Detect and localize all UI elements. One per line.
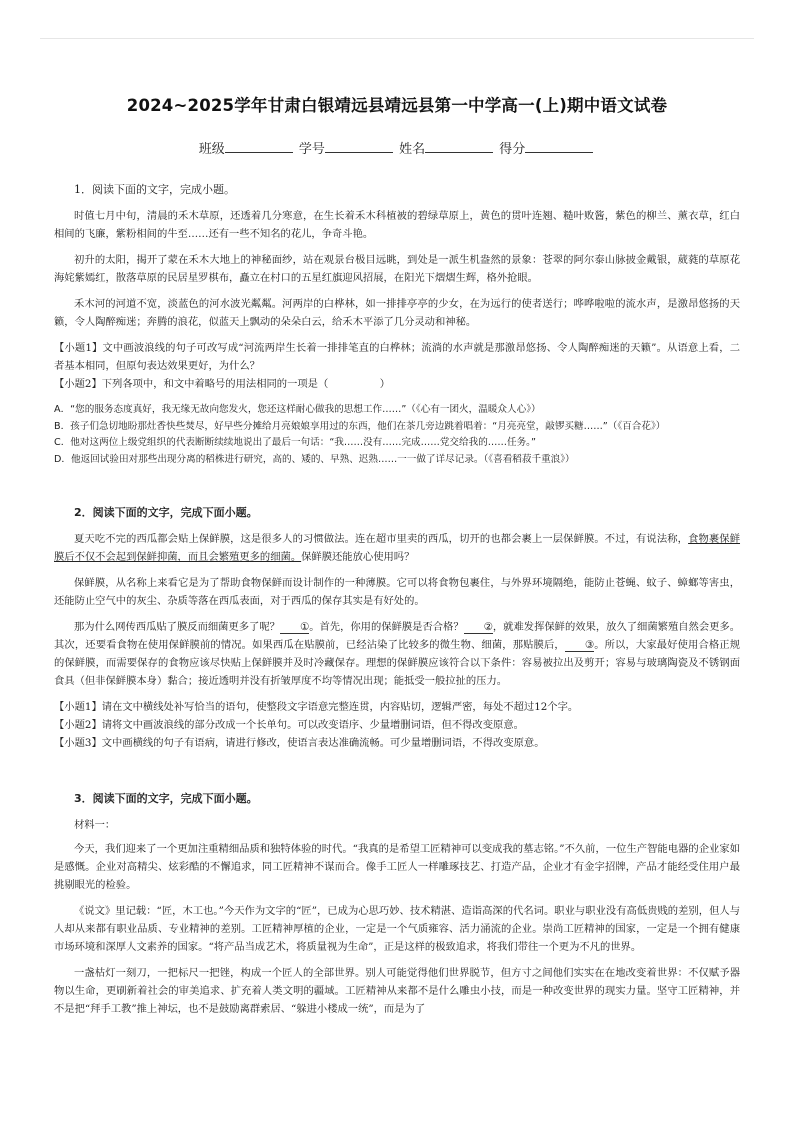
question-2	[54, 504, 740, 752]
name-blank[interactable]	[425, 140, 493, 153]
q2-subquestion-1: 【小题1】请在文中横线处补写恰当的语句，使整段文字语意完整连贯，内容贴切，逻辑严密，每处不超过12个字。	[54, 701, 579, 713]
q3-paragraph-3: 一盏枯灯一刻刀，一把标尺一把锉，构成一个匠人的全部世界。别人可能觉得他们世界脱节，但方寸之间他们实实在在地改变着世界：不仅赋予器物以生命，更刷新着社会的审美追求、扩充着人类文明的疆域。工匠精神从来都不是什么雕虫小技，而是一种改变世界的现实力量。坚守工匠精神，并不是把“拜手工教”推上神坛，也不是鼓励离群索居、“躲进小楼成一统”，而是为了	[54, 967, 740, 1015]
option-b[interactable]: B．孩子们急切地盼那灶香快些焚尽，好早些分摊给月亮娘娘享用过的东西，他们在茶几旁边跳着唱着：“月亮亮堂，敲锣买糖……”（《百合花》）	[54, 420, 666, 432]
q3-paragraph-2: 《说文》里记载：“匠，木工也。”今天作为文字的“匠”，已成为心思巧妙、技术精湛、造诣高深的代名词。职业与职业没有高低贵贱的差别，但人与人却从来都有职业品质、专业精神的差别。工匠精神厚植的企业，一定是一个气质雍容、活力涌流的企业。崇尚工匠精神的国家，一定是一个拥有健康市场环境和深厚人文素养的国家。“将产品当成艺术，将质量视为生命”，正是这样的极致追求，将我们带往一个更为不凡的世界。	[54, 905, 740, 953]
option-a[interactable]: A．“您的服务态度真好，我无缘无故向您发火，您还这样耐心做我的思想工作……”（《心有一团火，温暖众人心》）	[54, 404, 541, 415]
page-title: 2024~2025学年甘肃白银靖远县靖远县第一中学高一(上)期中语文试卷	[126, 96, 668, 115]
header-rule	[40, 38, 754, 39]
material-label: 材料一：	[74, 819, 116, 831]
id-field: 学号	[299, 138, 395, 157]
class-blank[interactable]	[225, 140, 293, 153]
blank-2[interactable]: ②	[464, 621, 493, 634]
question-3	[54, 790, 740, 1018]
q2-paragraph-3: 那为什么网传西瓜贴了膜反而细菌更多了呢？ ①。首先，你用的保鲜膜是否合格？ ②，就难发挥保鲜的效果，放久了细菌繁殖自然会更多。其次，还要看食物在使用保鲜膜前的情况。如果西瓜在贴膜前，已经沾染了比较多的微生物、细菌，那贴膜后， ③。所以，大家最好使用合格正规的保鲜膜，而需要保存的食物应该尽快贴上保鲜膜并及时冷藏保存。理想的保鲜膜应该符合以下条件：容易被拉出及剪开；容易与玻璃陶瓷及不锈钢面食具（但非保鲜膜本身）黏合；接近透明并没有折皱厚度不均等情况出现；能抵受一般拉扯的压力。	[54, 621, 741, 687]
q1-paragraph-3: 禾木河的河道不宽，淡蓝色的河水波光粼粼。河两岸的白桦林，如一排排亭亭的少女，在为远行的使者送行；哗哗啦啦的流水声，是激昂悠扬的天籁，令人陶醉痴迷；奔腾的浪花，似蓝天上飘动的朵朵白云，给禾木平添了几分灵动和神秘。	[54, 298, 740, 328]
id-blank[interactable]	[325, 140, 393, 153]
name-field: 姓名	[399, 138, 495, 157]
question-3-heading: 3．阅读下面的文字，完成下面小题。	[74, 792, 258, 805]
student-info-row	[54, 138, 740, 157]
blank-3[interactable]: ③	[565, 639, 594, 652]
score-blank[interactable]	[525, 140, 593, 153]
question-1-heading: 1．阅读下面的文字，完成小题。	[74, 183, 235, 196]
question-2-heading: 2．阅读下面的文字，完成下面小题。	[74, 506, 258, 519]
q3-paragraph-1: 今天，我们迎来了一个更加注重精细品质和独特体验的时代。“我真的是希望工匠精神可以变成我的墓志铭。”不久前，一位生产智能电器的企业家如是感慨。企业对高精尖、炫彩酷的不懈追求，同工匠精神不谋而合。像手工匠人一样雕琢技艺、打造产品，企业才有金字招牌，产品才能经受住用户最挑剔眼光的检验。	[54, 843, 740, 891]
q1-subquestion-1: 【小题1】文中画波浪线的句子可改写成“河流两岸生长着一排排笔直的白桦林；流淌的水声就是那激昂悠扬、令人陶醉痴迷的天籁”。从语意上看，二者基本相同，但原句表达效果更好，为什么？	[54, 342, 740, 372]
question-1	[54, 181, 740, 468]
q2-paragraph-1: 夏天吃不完的西瓜都会贴上保鲜膜，这是很多人的习惯做法。连在超市里卖的西瓜，切开的也都会裹上一层保鲜膜。不过，有说法称，食物裹保鲜膜后不仅不会起到保鲜抑菌，而且会繁殖更多的细菌。保鲜膜还能放心使用吗？	[54, 533, 741, 563]
option-d[interactable]: D．他返回试验田对那些出现分离的稻株进行研究，高的、矮的、早熟、迟熟……一一做了详尽记录。（《喜看稻菽千重浪》）	[54, 453, 575, 465]
class-field: 班级	[199, 138, 295, 157]
blank-1[interactable]: ①	[280, 621, 309, 634]
q2-subquestion-3: 【小题3】文中画横线的句子有语病，请进行修改，使语言表达准确流畅。可少量增删词语，不得改变原意。	[54, 737, 545, 749]
q2-subquestion-2: 【小题2】请将文中画波浪线的部分改成一个长单句。可以改变语序、少量增删词语，但不得改变原意。	[54, 719, 524, 731]
q1-subquestion-2: 【小题2】下列各项中，和文中着略号的用法相同的一项是（ ）	[54, 378, 391, 390]
q2-paragraph-2: 保鲜膜，从名称上来看它是为了帮助食物保鲜而设计制作的一种薄膜。它可以将食物包裹住，与外界环境隔绝，能防止苍蝇、蚊子、蟑螂等害虫，还能防止空气中的灰尘、杂质等落在西瓜表面，对于西瓜的保存其实是有好处的。	[54, 577, 740, 607]
underlined-sentence: 食物裹保鲜膜后不仅不会起到保鲜抑菌，而且会繁殖更多的细菌。	[54, 533, 741, 563]
q1-paragraph-1: 时值七月中旬，清晨的禾木草原，还透着几分寒意，在生长着禾木科植被的碧绿草原上，黄色的贯叶连翘、糙叶败酱，紫色的柳兰、薰衣草，红白相间的飞廉，紫粉相间的牛至……还有一些不知名的花儿，争奇斗艳。	[54, 210, 740, 240]
q1-paragraph-2: 初升的太阳，揭开了蒙在禾木大地上的神秘面纱，站在观景台极目远眺，到处是一派生机盎然的景象：苍翠的阿尔泰山脉披金戴银，葳蕤的草原花海姹紫嫣红，散落草原的民居星罗棋布，矗立在村口的五星红旗迎风招展，在阳光下熠熠生辉，格外抢眼。	[54, 254, 740, 284]
score-field: 得分	[499, 138, 595, 157]
option-c[interactable]: C．他对这两位上级党组织的代表断断续续地说出了最后一句话：“我……没有……完成……党交给我的……任务。”	[54, 437, 536, 448]
exam-page	[54, 92, 740, 1026]
q1-options	[54, 402, 740, 468]
